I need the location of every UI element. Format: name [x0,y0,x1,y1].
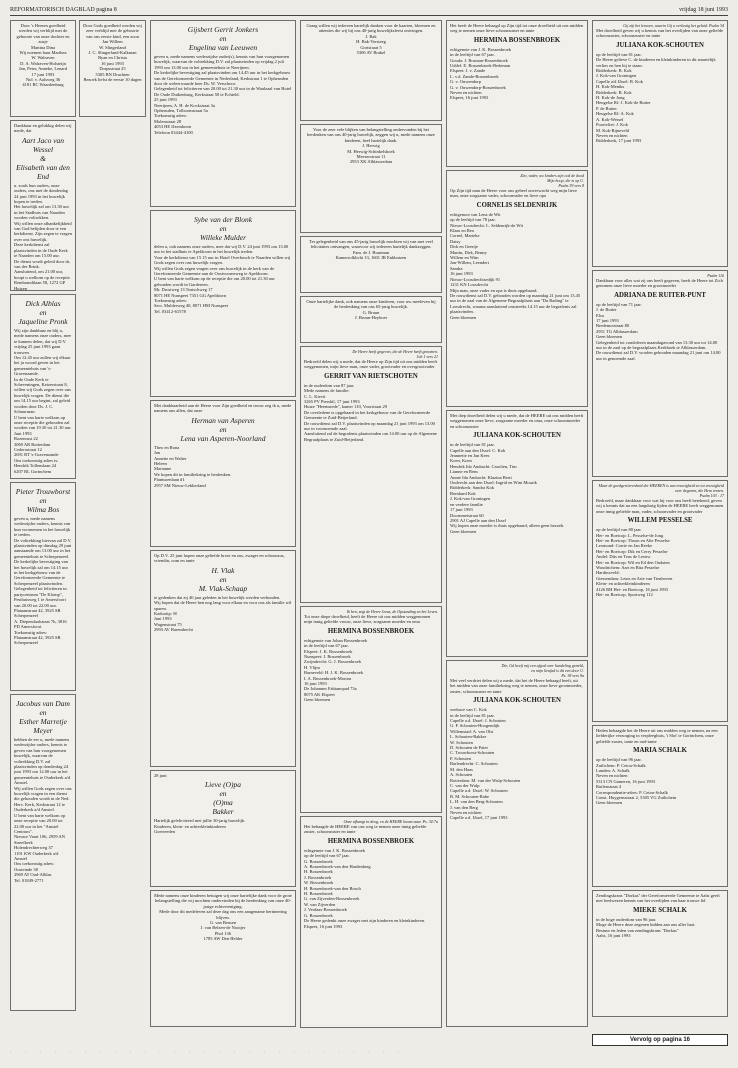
notice-names: JULIANA KOK-SCHOUTEN [473,432,561,440]
notice-text: Mede namens onze kinderen betuigen wij onze hartelijke dank voor de grote belangstelling die wij mochten ondervinden bij de herdenking van onze 40-jarige echtvereniging. Mede door dit medeleven zal deze dag ons een aangename herinnering blijven. G. van Beusen J. van Belzen-de Nooijer Phol 136 1785 AW Den Helder [154,893,292,942]
col1-notice-3 [10,482,76,691]
notice-intro: Tot onze diepe droefheid, heeft de Heere uit ons midden weggenomen mijn innig geliefde vrouw, onze lieve, zorgzame moeder en oma [304,614,431,625]
notice-intro: Bedroefd, maar dankbaar voor wat hij voor ons heeft betekend, geven wij u kennis dat na een langdurig lijden de HEERE heeft weggenomen onze innig geliefde man, vader, schoonvader en grootvader [596,498,724,514]
col2-notice-4 [150,770,296,887]
notice-intro: Met dankbaarheid aan de Heere voor Zijn goedheid en trouw zeg ik u, mede namens ons allen, dat onze [154,403,292,414]
page-footer-marks: · · · · · · · · · · · · · · · · · · · · · · · · · · · [10,1050,406,1055]
col2-notice-0 [150,20,296,207]
col1-notice-2 [10,294,76,479]
notice-names: Herman van Asperen en Lena van Asperen-Noorland [180,415,266,443]
notice-quote: Ziet, vader, uw kinders zijn ook de dood Mijn hoop, die is op U. Psalm 39 vers 8 [520,173,584,188]
notice-intro: Zendingskrans "Dorkas" der Gereformeerde Gemeente te Aalst geeft met leedwezen kennis van het overlijden van haar trouwe lid [596,893,720,904]
col5-notice-0 [592,20,728,267]
col1-notice-1 [10,120,76,291]
col3-notice-6 [300,816,442,1028]
notice-names: HERMINA BOSSENBROEK [473,36,561,44]
notice-names: JULIANA KOK-SCHOUTEN [473,697,561,705]
notice-text: Door 's Heeren goedheid werden wij verblijd met de geboorte van onze dochter en zusje Martina Dina Wij noemen haar Marthea W. Walraven D. A. Walraven-Holsteijn Jan, Peter, Anneke, Lenard 17 juni 1993 Nol. v. Aalsweg 36 4181 BC Waardenburg [16,23,70,88]
notice-quote: De Heere heeft gegeven, die de Heere heeft genomen. Job 1 vers 21 [352,349,438,359]
notice-text: Wij zijn dankbaar en blij u, mede namens onze ouders, mee te kunnen delen, dat wij D.V. vrijdag 25 juni 1993 gaan trouwen. Om 12.45 uur zullen wij elkaar het ja woord geven in het gemeentehuis van 's-Gravenzande. In de Oude Kerk te Scheveningen, Keizerstraat 8, willen wij Gods zegen over ons huwelijk vragen. De dienst die om 14.15 uur begint, zal geleid worden door Ds. J. C. Schuurman. U bent van harte welkom op onze receptie die gehouden zal worden van 19.30 tot 21.30 uur. Juni 1993 Rozenrust 22 3069 AR Rotterdam Cedersstraat 12 2691 RT 's-Gravenzande Ons toekomstig adres is: Hendrik Tollenslaan 24 6207 RL Gorinchem [14,328,72,474]
notice-intro: Het heeft de Heere behaagd op Zijn tijd tot onze droefheid uit ons midden weg te nemen onze lieve schoonzuster en tante [450,23,584,34]
notice-intro: Op Zijn tijd nam de Heere voor ons geheel onverwacht weg mijn lieve man, onze zorgzame vader, schoonvader en lieve opa [450,188,577,199]
notice-text: op de leeftijd van 71 jaar. J. de Ruiter Elsa 17 juni 1993 Bredemotstraat 80 2951 TG Alblasserdam Geen bloemen Gelegenheid tot condoleren maandagavond van 13.30 uur tot 14.00 uur in de zaal op de begraafplaats Kerkhoek te Alblasserdam. De rouwdienst zal D.V. worden gehouden maandag 21 juni om 14.00 uur in genoemde zaal. [596,301,721,361]
notice-intro: Met veel verdriet delen wij u mede, dat het de Heere behaagd heeft, uit het midden van onze familiekring weg te nemen, onze lieve grootmoeder, zuster, schoonzuster en tante [450,678,583,694]
notice-quote: Maar de goedgertierenheid der HEEREN is van eeuwigheid en tot eeuwigheid over degenen, die Hem vrezen. Psalm 103 : 17 [598,483,724,498]
col3-notice-4 [300,346,442,603]
notice-names: Jacobus van Dam en Esther Marretje Meyer [16,699,70,735]
column-5 [592,20,728,1046]
col3-notice-5 [300,606,442,813]
notice-text: geven u, mede namens wederzijdse ouder(s), kennis van hun voorgenomen huwelijk, waarvan de voltrekking D.V. zal plaatsvinden op vrijdag 2 juli 1993 om 13.00 uur in het gemeentehuis te Neerijnen. De kerkelijke bevestiging zal plaatsvinden om 14.45 uur in het kerkgebouw van de Gereformeerde Gemeente in Nederland, Kerkstraat 1 te Opheusden door de weleerwaarde heer Ds. W. Verschoor. Gelegenheid tot feliciteren van 20.00 tot 21.30 uur in de Waalzaal van Hotel De Oude Duikenburg, Kerkstraat 50 te Echteld. 25 juni 1993 Neerijnen, A. H. de Kockstraat 3a Opheusden, Tolboomstraat 5a Toekomstig adres: Molenstraat 28 4053 HE IJzendoorn Telefoon 03444-4100 [154,54,292,135]
header-right: vrijdag 18 juni 1993 [679,7,728,13]
notice-text: Ter gelegenheid van ons 45-jarig huwelijk mochten wij van met veel felicitaties ontvangen, waarvoor wij iedereen hartelijk dankzeggen. Fam. de J. Buurman Kamerrolklicht 13, 1601 JR Enkhuizen [309,239,433,261]
notice-names: MARIA SCHALK [633,747,687,755]
notice-names: JULIANA KOK-SCHOUTEN [616,41,704,49]
col3-notice-2 [300,236,442,293]
notice-text: op de leeftijd van 96 jaar. Zuilichem: P. Cetou-Schalk Lunden: A. Schalk Neven en nichten 5313 CN Gameren, 16 juni 1993 Ruilenstraat 4 Correspondentie-adres: P. Cetou-Schalk Const. Huygensstraat 2, 5305 VG Zuilichem Geen bloemen [596,757,677,806]
notice-text: in de hoge ouderdom van 96 jaar. Moge de Heere deze zegenen bidden aan ons aller hart. Bestuur en leden van zendingskrans "Dorkas" Aalst, 16 juni 1993 [596,916,696,939]
col3-notice-1 [300,124,442,233]
notice-text: echtgenote van J. K. Bossenbroek op de leeftijd van 67 jaar. G. Bossenbroek A. Bossenbroek-van den Hardenberg H. Bossenbroek J. Bossenbroek W. Bossenbroek H. Bossenbroek-van den Bosch H. Bossenbroek G. van Zijverden-Bossenbroek W. van Zijverden J. Verdaas-Bossenbroek G. Bossenbroek De Heere gedenkt onze zwager met zijn kinderen en kleinkinderen. Elspeet, 16 juni 1993 [304,847,426,929]
notice-intro: Op D.V. 25 juni hopen onze geliefde broer en zus, zwager en schoonzus, vriendin, oom en tante [154,553,285,564]
notice-names: HERMINA BOSSENBROEK [327,627,415,635]
notice-names: Pieter Trouwborst en Wilma Bos [15,487,71,514]
notice-names: GERRIT VAN RIETSCHOTEN [324,372,418,380]
notice-text: geven u, mede namens wederzijdse ouders, kennis van hun voornemen in het huwelijk te treden. De voltrekking hiervan zal D.V. plaatsvinden op dinsdag 29 juni aanstaande om 13.00 uur in het gemeentehuis te Scherpenzeel. De kerkelijke bevestiging van het huwelijk zal om 14.15 uur in het kerkgebouw van de Gereformeerde Gemeente te Scherpenzeel plaatsvinden. Gelegenheid tot feliciteren in partycentrum "De Klomp", Pesthuisweg 1 te Amersfoort van 20.00 tot 22.00 uur. Plataanstraat 42, 3925 SB Scherpenzeel A. Diependaalstraat 7b, 3816 PD Amersfoort Toekomstig adres: Plataanstraat 42, 3925 SB Scherpenzeel [14,516,72,646]
col4-notice-2 [446,410,588,657]
notice-text: weduwe van C. Kok in de leeftijd van 81 jaar. Capelle a.d. IJssel: J. Schouten G. F. Schouten-Hoogendijk Willemstad: A. van Olst L. Schouten-Bakker W. Schouten D. Schouten de Pater C. Trouwborst-Schouten P. Schouten Barlendrecht: C. Schouten M. den Haas A. Schouten Rotterdam: M. van der Wulp-Schouten C. van der Wulp Capelle a.d. IJssel: W. Schouten B. M. Schouten-Rabe L. H. van den Berg-Schouten J. van den Berg Neven en nichten Capelle a.d. IJssel, 17 juni 1993 [450,707,521,821]
column-1 [10,20,76,1046]
page-header [10,6,728,16]
notice-intro: Dankbaar voor alles wat zij ons heeft gegeven, heeft de Heere tot Zich genomen onze lieve moeder en grootmoeder [596,278,723,289]
column-4 [446,20,588,1046]
column-1b [79,20,146,1046]
notice-names: MIEKE SCHALK [633,906,687,914]
column-3 [300,20,442,1046]
notice-text: op de leeftijd van 81 jaar. De Heere gelieve C. de kinderen en kleinkinderen in dit smartelijk verlies en hen bij te staan. Ridderkerk: B. Kok J. Kok-van Groningen Capelle a/d IJssel: B. Kok H. Kok-Meniks Ridderkerk: B. Kok H. Kok-de Jong Heugelse Rf: J. Kok-de Ruiter P. de Ruiter Heugelse Rf: A. Kok A. Kok-Wessel Poortvliet: J. Kok M. Kok-Rijneveld Neven en nichten Ridderkerk, 17 juni 1993 [596,51,716,144]
notice-text: te gedenken dat zij 40 jaar geleden in het huwelijk werden verbonden. Wij hopen dat de Heere hen nog lang voor elkaar en voor ons als familie wil sparen. Kadootip: ✉ Juni 1993 Wagenstraat 75 2993 AV Barendrecht [154,594,292,633]
notice-quote: Ik ben, zegt de Heere Jezus, de Opstanding en het Leven. [346,609,438,614]
notice-quote: Die, Gd heeft mij een afgod over handeling getreld, en mijn lieufad is dit een door U. Ps. 38 vers 9a [501,663,584,678]
notice-names: CORNELIS SELDENRIJK [476,201,558,209]
col4-notice-3 [446,660,588,1027]
continued-banner: Vervolg op pagina 16 [592,1034,728,1046]
notice-text: Hartelijk gefeliciteerd met jullie 30-jarig huwelijk. Kinderen, klein- en achterkleinkinderen Goerreeden [154,818,246,835]
col1-notice-0 [10,20,76,117]
col2-notice-5 [150,890,296,1027]
notice-names: H. Vlak en M. Vlak-Schaap [198,565,248,593]
notice-text: Door Gods goedheid werden wij zeer verblijd met de geboorte van ons eerste kind, een zoon Jan Willem W. Slingerland J. C. Slingerland-Kalkman Ryan en Christa 16 juni 1993 Dorpsstraat 25 5305 BN Drachten Bezoek liefst de eerste 10 dagen [83,23,142,83]
notice-text: in de leeftijd van 81 jaar. Capelle aan den IJssel: C. Kok Jeannette en Jan Kees Koen, Koen Hendrik Ido Ambacht: Carolien, Tim Lianne en Rens Annie Ida Ambacht: Klazina Berti Oudvecht aan den IJssel: Ingrid en Wim Mourik Ridderkerk: Sandra Kok Bernhard Kok J. Kok-van Groningen en verdere familie 17 juni 1993 Doornmetstraat 60 2901 AJ Capelle aan den IJssel Wij hopen onze moeder is thuis opgebaard, alleen geen bezoek. Geen bloemen [450,442,565,534]
notice-text: Graag willen wij iedereen hartelijk danken voor de kaarten, bloemen en attenties die wij bij ons 40-jarig huwelijksfeest ontvingen. J. Bak H. Bak-Versteeg Gortstraat 5 5306 AV Brakel [306,23,436,56]
col5-notice-2 [592,480,728,722]
notice-quote: Onze afhangt in deog, en de HEERE kwam naar. Ps. 34:7a [343,819,438,824]
notice-intro: Met diep droefheid delen wij u mede, dat de HEERE uit ons midden heeft weggenomen onze lieve, zorgzame moeder en oma, onze schoonmoeder en schoonzuster [450,413,584,429]
col2-notice-1 [150,210,296,397]
notice-intro: Het behaagde de HEERE van ons weg te nemen onze innig geliefde zuster, schoonzuster en tante [304,824,427,835]
notice-text: echtgenote van Johan Bossenbroek in de leeftijd van 67 jaar. Elspeet: J. K. Bossenbroek Nunspeet: J. Bossenbroek Zwijndrecht: G. J. Bossenbroek H. Vlijm Barneveld: H. J. K. Bossenbroek I. A. Bossenbroek-Morton 16 juni 1993 De Johannes Fabianopad 73a 8075 AK Elspeet Geen bloemen [304,637,368,703]
col3-notice-0 [300,20,442,121]
notice-text: delen u, ook namens onze ouders, mee dat wij D.V. 24 juni 1993 om 13.00 uur in het stadhuis te Apeldoorn in het huwelijk treden. Voor de kerkdienst van 15.15 uur in Hotel Overbosch te Naarden willen wij Gods zegen over ons huwelijk vragen. Wij willen Gods zegen vragen over ons huwelijk in de kerk van de Gereformeerde Gemeente aan de Oostvoorneweg te Apeldoorn. U bent van harte welkom op de receptie die om 20.00 tot 21.30 uur gehouden wordt in Gardereen. Mr. Drostweg 13 Teatschweg 17 8071 HE Nunspeet 7351 GG Apeldoorn Toekomstig adres: Secr. Mulderweg 40, 8071 HM Nunspeet Tel. 03412-61578 [154,244,291,314]
notice-names: WILLEM PESSELSE [627,517,693,525]
notice-quote: Psalm 116 [707,273,724,278]
notice-intro: 28 juni [154,773,167,778]
notice-text: Onze hartelijke dank, ook namens onze kinderen, voor uw meeleven bij de herdenking van ons 65-jarig huwelijk. G. Bruun J. Bruun-Heyboer [306,299,436,321]
notice-names: Aart Jaco van Wessel & Elisabeth van den End [16,135,70,181]
notice-text: echtgenote van J. K. Bossenbroek in de leeftijd van 67 jaar. Gouda: J. Bosman-Bossenbroek Uddel: E. Bossenbroek-Bedeman Elspeet: J. v. Zande L. v.d. Zande-Bossenbroek G. v. Ouwendorp G. v. Ouwendorp-Bossenbroek Neven en nichten Elspeet, 16 juni 1993 [450,46,511,101]
col3-notice-3 [300,296,442,343]
notice-text: Voor de zeer vele blijken van belangstelling ondervonden bij het herdenken van ons 40-jarig huwelijk, zeggen wij u, mede namens onze kinderen, heel hartelijk dank. J. Herwig M. Herwig-Schinkelshoek Meeuwstraat 11 2953 XK Alblasserdam [307,127,435,165]
notice-names: Sybe van der Blonk en Willeke Mulder [193,215,253,242]
col4-notice-1 [446,170,588,407]
notice-intro: Met droefheid geven wij u kennis van het overlijden van onze geliefde schoonzuster, schoonzuster en tante [596,28,724,39]
notice-text: in de ouderdom van 87 jaar. Mede namens de familie: C. L. Kievit 3265 PV Piershil, 17 juni 1993 Huize "Heemstede", kamer 110, Voorstraat 29 De overledene is opgebaard in het kerkgebouw van de Gereformeerde Gemeente te Zuid-Beijerland. De rouwdienst zal D.V. plaatsvinden op maandag 21 juni 1993 om 13.00 uur in voornoemde zaal. Aansluitend zal de begrafenis plaatsvinden om 14.00 uur op de Algemene Begraafplaats te Zuid-Beijerland. [304,382,437,442]
notice-names: ADRIANA DE RUITER-PUNT [614,291,706,299]
notice-quote: Gij zijt het lemoen, waarin Gij u verlustig het geluid. Psalm 34 [623,23,724,28]
column-2 [150,20,296,1046]
notice-text: hebben de eer u, mede namens wederzijdse ouders, kennis te geven van hun voorgenomen huwelijk, waarvan de voltrekking D.V. zal plaatsvinden op donderdag 24 juni 1993 om 12.00 uur in het gemeentehuis te Ouderkerk a/d Amstel. Wij willen Gods zegen over ons huwelijk vragen in een dienst die gehouden wordt in de Ned. Herv. Kerk, Kerkstraat 12 te Ouderkerk a/d Amstel. U bent van harte welkom op onze receptie van 20.00 tot 22.00 uur in het "Amstel Centrum". Nieuwe Vaart 106, 2959 AN Streefkerk Holendrechterweg 37 1191 KW Ouderkerk a/d Amstel Ons toekomstig adres: Oosteinde 38 2969 AT Oud-Alblas Tel. 01849-2771 [14,737,72,883]
notice-intro: Heden behaagde het de Heere uit ons midden weg te nemen, na een liefderijke verzorging in verpleeghuis, 't Slot' te Gorinchem, onze geliefde zuster, tante en oud-tante [596,728,718,744]
col5-notice-3 [592,725,728,887]
notice-names: Dick Alblas en Jaqueline Pronk [18,299,68,326]
col4-notice-0 [446,20,588,167]
col2-notice-2 [150,400,296,547]
notice-intro: Dankbaar en gelukkig delen wij mede, dat [14,123,72,134]
col1b-notice-0 [79,20,146,117]
col1-notice-4 [10,694,76,1011]
col5-notice-1 [592,270,728,477]
notice-text: Theo en Rona Jan Annette en Walter Heleen Marianne We hopen dit in familiekring te herdenken. Plantsoenlaan #1 2957 SM Nieuw-Lekkerland [154,444,232,488]
header-left: REFORMATORISCH DAGBLAD pagina 8 [10,7,117,13]
notice-text: op de leeftijd van 80 jaar. Hei- en Boeicop: L. Pesselse-de Jong Hei- en Boeicop: Thoon en Alie Pesselse Lexmond: Corrie en Jan Reeke Hei- en Boeicop: Dik en Cerry Pesselse Andel: Dits en Teus de Leeuw Hei- en Boeicop: Wil en Ed den Oudsten Woudrichem: Aart en Rita Pesselse Hardinxveld: Giessendam: Leuis en Arie van Tienhoven Klein- en achterkleinkinderen 4126 RH Hei- en Boeicop, 16 juni 1993 Hei- en Boeicop, Sportweg 112 [596,527,673,598]
notice-intro: Bedroefd delen wij u mede, dat de Heere op Zijn tijd uit ons midden heeft weggenomen, mijn lieve man, onze vader, grootvader en overgrootvader [304,359,438,370]
notice-text: echtgenoot van Lena de Wit op de leeftijd van 78 jaar. Nieuw-Loosdrecht: L. Seldenrijk-de Wit Klaas en Bea Cornel, Marieke Daisy Dirk en Geertje Martin, Dirk, Benny Willem en Wim Jan-Willem, Leendert Sandra 16 juni 1993 Nieuw-Loosdrechtsedijk 91 1231 KN Loosdrecht Mijn man, onze vader en opa is thuis opgebaard. De rouwdienst zal D.V. gehouden worden op maandag 21 juni om 13.45 uur in de zaal van de Algemene Begraafplaats aan "Da Rading" te Loosdrecht, waarna aansluitend omstreeks 14.15 uur de begrafenis zal plaatsvinden. Geen bloemen [450,211,581,320]
col2-notice-3 [150,550,296,767]
notice-text: u. zoals hun ouders, onze ouders, ons met de donderdag 24 juni 1993 in het huwelijk hopen te treden. Het huwelijk zal om 13.30 uur in het Stadhuis van Naarden worden voltrokken. Wij willen onze afhankelijkheid van God belijden door te een kerkdienst. Zijn zegen te vragen over ons huwelijk. Deze kerkdienst zal plaatsvinden in de Oude Kerk te Naarden om 15.00 uur. De dienst wordt geleid door ds. van der Brink. Aansluitend, om 21.00 uur, hoopt u welkom op de receptie. Rembrandtlaan 58, 1272 GP Huizen [14,182,72,291]
notice-names: Lieve (O)pa en (O)ma Bakker [204,780,242,817]
col5-notice-4 [592,890,728,1017]
notice-names: Gijsbert Gerrit Jonkers en Engelina van Leeuwen [187,25,259,52]
notice-names: HERMINA BOSSENBROEK [327,837,415,845]
